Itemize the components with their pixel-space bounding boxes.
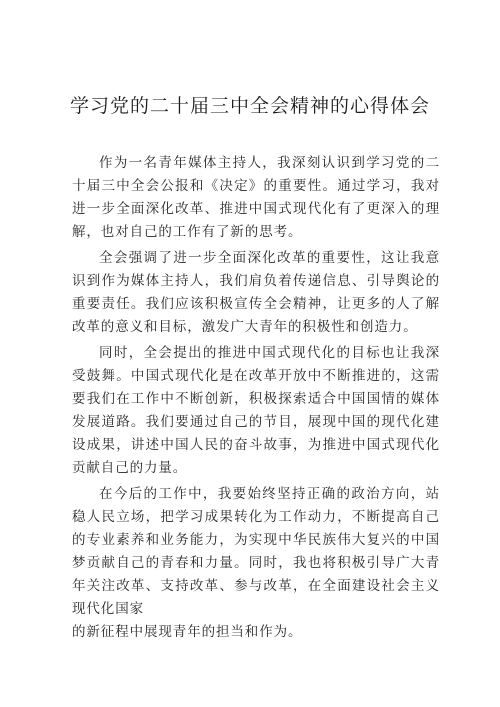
paragraph-4 (72, 483, 440, 644)
document-title: 学习党的二十届三中全会精神的心得体会 (69, 95, 430, 117)
paragraph-3: 同时，全会提出的推进中国式现代化的目标也让我深受鼓舞。中国式现代化是在改革开放中不断推进的，这需要我们在工作中不断创新，积极探索适合中国国情的媒体发展道路。我们要通过自己的节目，展现中国的现代化建设成果，讲述中国人民的奋斗故事，为推进中国式现代化贡献自己的力量。 (72, 345, 440, 476)
paragraph-4-text: 在今后的工作中，我要始终坚持正确的政治方向，站稳人民立场，把学习成果转化为工作动力，不断提高自己的专业素养和业务能力，为实现中华民族伟大复兴的中国梦贡献自己的青春和力量。同时，我也将积极引导广大青年关注改革、支持改革、参与改革，在全面建设社会主义现代化国家 (72, 486, 440, 617)
document-body (72, 152, 440, 644)
paragraph-4-closing-line: 的新征程中展现青年的担当和作为。 (72, 624, 303, 640)
paragraph-1: 作为一名青年媒体主持人，我深刻认识到学习党的二十届三中全会公报和《决定》的重要性。通过学习，我对进一步全面深化改革、推进中国式现代化有了更深入的理解，也对自己的工作有了新的思考。 (72, 155, 440, 240)
paragraph-2: 全会强调了进一步全面深化改革的重要性，这让我意识到作为媒体主持人，我们肩负着传递信息、引导舆论的重要责任。我们应该积极宣传全会精神，让更多的人了解改革的意义和目标，激发广大青年的积极性和创造力。 (72, 250, 440, 335)
